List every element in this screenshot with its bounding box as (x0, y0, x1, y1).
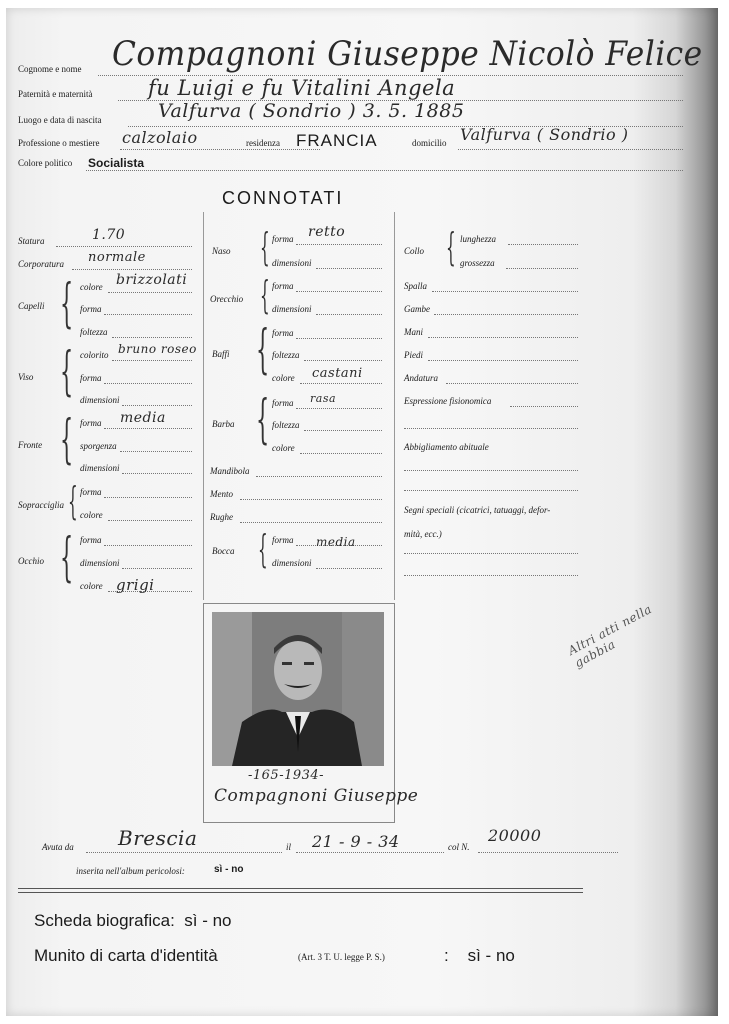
occhio-colore-label: colore (80, 581, 103, 591)
viso-colorito-value: bruno roseo (118, 342, 197, 356)
il-label: il (286, 842, 292, 852)
bocca-forma-value: media (316, 535, 356, 549)
cognome-value: Compagnoni Giuseppe Nicolò Felice (112, 34, 703, 74)
baffi-colore-label: colore (272, 373, 295, 383)
viso-label: Viso (18, 372, 34, 382)
abbigliamento-label: Abbigliamento abituale (404, 442, 489, 452)
margin-note: Altri atti nella gabbia (565, 601, 655, 671)
avuta-label: Avuta da (42, 842, 74, 852)
andatura-label: Andatura (404, 373, 439, 383)
capelli-label: Capelli (18, 301, 45, 311)
occhio-dimensioni-label: dimensioni (80, 558, 120, 568)
inserita-value: sì - no (214, 864, 244, 875)
munito-value: : sì - no (444, 946, 515, 965)
occhio-colore-value: grigi (116, 576, 155, 594)
colore-politico-label: Colore politico (18, 158, 73, 168)
capelli-foltezza-label: foltezza (80, 327, 108, 337)
statura-value: 1.70 (92, 227, 126, 243)
portrait-image (212, 612, 384, 766)
orecchio-forma-label: forma (272, 281, 294, 291)
residenza-value: FRANCIA (296, 131, 378, 150)
piedi-label: Piedi (404, 350, 423, 360)
professione-value: calzolaio (122, 128, 198, 147)
scheda-biografica: Scheda biografica: sì - no (34, 911, 232, 930)
fronte-sporgenza-label: sporgenza (80, 441, 117, 451)
munito-small: (Art. 3 T. U. legge P. S.) (298, 952, 385, 962)
col-label: col N. (448, 842, 470, 852)
sopracciglia-colore-label: colore (80, 510, 103, 520)
colore-politico-value: Socialista (88, 156, 145, 170)
bocca-label: Bocca (212, 546, 235, 556)
espressione-label: Espressione fisionomica (404, 396, 492, 406)
naso-label: Naso (212, 246, 231, 256)
mugshot-photo-frame (203, 603, 419, 823)
baffi-label: Baffi (212, 349, 230, 359)
baffi-foltezza-label: foltezza (272, 350, 300, 360)
corporatura-value: normale (88, 250, 146, 265)
barba-colore-label: colore (272, 443, 295, 453)
corporatura-label: Corporatura (18, 259, 65, 269)
capelli-forma-label: forma (80, 304, 102, 314)
residenza-label: residenza (246, 138, 280, 148)
fronte-label: Fronte (18, 440, 43, 450)
photo-caption-number: -165-1934- (248, 768, 325, 783)
occhio-label: Occhio (18, 556, 44, 566)
photo-caption-name: Compagnoni Giuseppe (214, 786, 419, 806)
mani-label: Mani (404, 327, 423, 337)
fronte-forma-label: forma (80, 418, 102, 428)
baffi-colore-value: castani (312, 366, 363, 381)
connotati-title: CONNOTATI (222, 188, 344, 208)
capelli-colore-label: colore (80, 282, 103, 292)
collo-label: Collo (404, 246, 425, 256)
col-value: 20000 (488, 826, 542, 845)
inserita-label: inserita nell'album pericolosi: (76, 866, 185, 876)
mandibola-label: Mandibola (210, 466, 250, 476)
paternita-label: Paternità e maternità (18, 89, 93, 99)
mugshot-photo (212, 612, 384, 766)
statura-label: Statura (18, 236, 45, 246)
munito-label: Munito di carta d'identità (34, 946, 218, 965)
orecchio-dimensioni-label: dimensioni (272, 304, 312, 314)
sopracciglia-forma-label: forma (80, 487, 102, 497)
viso-colorito-label: colorito (80, 350, 109, 360)
naso-forma-value: retto (308, 224, 346, 240)
barba-forma-label: forma (272, 398, 294, 408)
cognome-label: Cognome e nome (18, 64, 82, 74)
sopracciglia-label: Sopracciglia (18, 500, 64, 510)
paternita-value: fu Luigi e fu Vitalini Angela (148, 76, 456, 100)
avuta-value: Brescia (118, 826, 198, 850)
gambe-label: Gambe (404, 304, 430, 314)
il-value: 21 - 9 - 34 (312, 832, 400, 851)
spalla-label: Spalla (404, 281, 428, 291)
segni-speciali-label-2: mità, ecc.) (404, 529, 442, 539)
collo-lunghezza-label: lunghezza (460, 234, 496, 244)
naso-dimensioni-label: dimensioni (272, 258, 312, 268)
mento-label: Mento (210, 489, 233, 499)
rughe-label: Rughe (210, 512, 233, 522)
nascita-value: Valfurva ( Sondrio ) 3. 5. 1885 (158, 100, 465, 122)
domicilio-label: domicilio (412, 138, 447, 148)
column-divider-right (394, 212, 395, 600)
professione-label: Professione o mestiere (18, 138, 100, 148)
column-divider-left (203, 212, 204, 600)
viso-forma-label: forma (80, 373, 102, 383)
occhio-forma-label: forma (80, 535, 102, 545)
orecchio-label: Orecchio (210, 294, 244, 304)
domicilio-value: Valfurva ( Sondrio ) (460, 125, 629, 144)
collo-grossezza-label: grossezza (460, 258, 495, 268)
barba-label: Barba (212, 419, 235, 429)
barba-forma-value: rasa (310, 392, 337, 405)
baffi-forma-label: forma (272, 328, 294, 338)
bocca-forma-label: forma (272, 535, 294, 545)
fronte-dimensioni-label: dimensioni (80, 463, 120, 473)
nascita-label: Luogo e data di nascita (18, 115, 102, 125)
viso-dimensioni-label: dimensioni (80, 395, 120, 405)
segni-speciali-label: Segni speciali (cicatrici, tatuaggi, defor- (404, 505, 551, 515)
bocca-dimensioni-label: dimensioni (272, 558, 312, 568)
naso-forma-label: forma (272, 234, 294, 244)
capelli-colore-value: brizzolati (116, 272, 188, 288)
barba-foltezza-label: foltezza (272, 420, 300, 430)
fronte-forma-value: media (120, 410, 166, 426)
